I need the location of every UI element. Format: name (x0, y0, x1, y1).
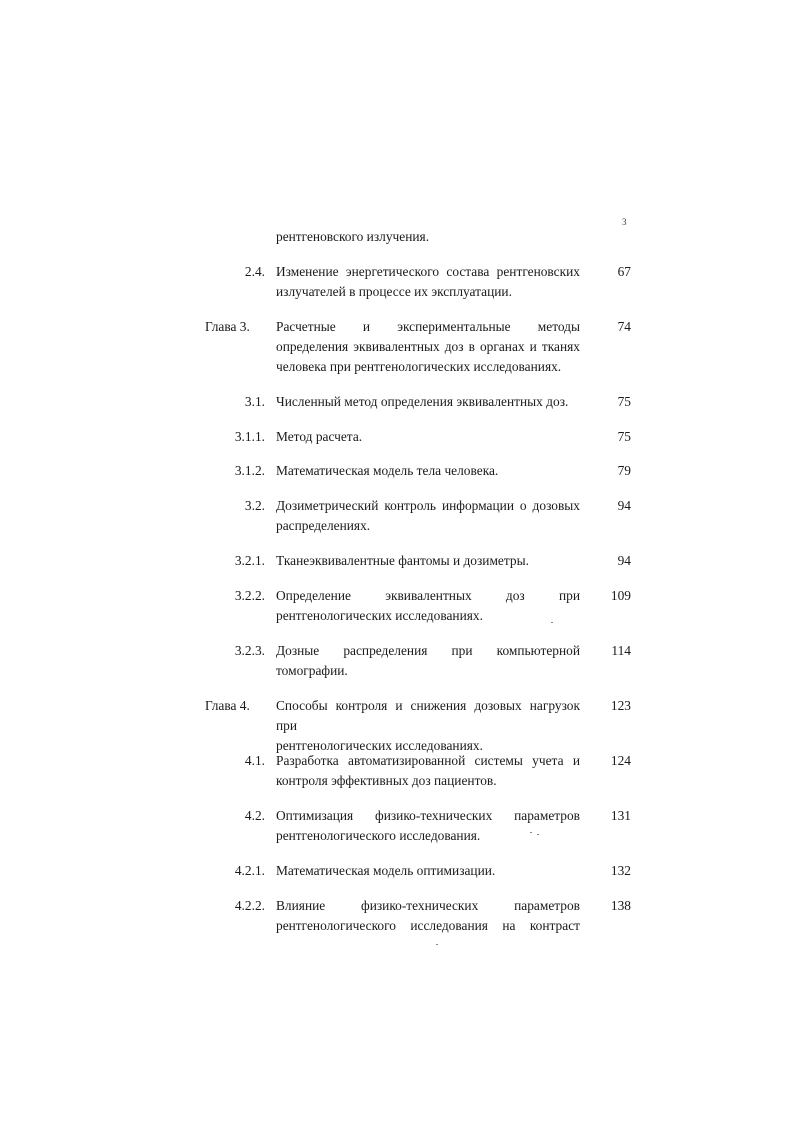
toc-entry-line: Математическая модель оптимизации. (276, 863, 496, 878)
toc-entry-line: Расчетные и экспериментальные методы (276, 319, 580, 334)
toc-entry-line: контроля эффективных доз пациентов. (276, 773, 497, 788)
toc-entry-line: рентгенологического исследования. (276, 828, 481, 843)
toc-entry-number: 4.2.1. (234, 863, 265, 878)
toc-entry-number: 3.2.2. (234, 588, 265, 603)
page-number: 3 (622, 217, 627, 227)
toc-entry-page: 75 (617, 394, 631, 409)
toc-entry-title (276, 696, 580, 756)
toc-entry-line: Изменение энергетического состава рентгеновских (276, 264, 580, 279)
toc-entry-number: 3.2.1. (234, 553, 265, 568)
toc-entry-line: Способы контроля и снижения дозовых нагрузок при (276, 698, 580, 733)
toc-entry-number: 3.1. (244, 394, 265, 409)
toc-entry-title (276, 551, 580, 571)
toc-entry-line: Определение эквивалентных доз при (276, 588, 580, 603)
toc-entry-page: 94 (617, 553, 631, 568)
toc-entry-number: 3.2. (244, 498, 265, 513)
toc-chapter-number: Глава 4. (205, 698, 250, 713)
scan-speck (551, 622, 553, 623)
toc-entry-number: 4.2. (244, 808, 265, 823)
toc-entry-title (276, 806, 580, 846)
toc-entry-line: Влияние физико-технических параметров (276, 898, 580, 913)
toc-entry-number: 2.4. (244, 264, 265, 279)
toc-entry-number: 4.1. (244, 753, 265, 768)
toc-entry-line: рентгенологических исследованиях. (276, 608, 483, 623)
toc-entry-line: Оптимизация физико-технических параметров (276, 808, 580, 823)
toc-entry-title (276, 641, 580, 681)
toc-entry-title (276, 496, 580, 536)
toc-entry-title (276, 392, 580, 412)
toc-entry-line: Метод расчета. (276, 429, 363, 444)
toc-entry-title (276, 751, 580, 791)
toc-entry-page: 75 (617, 429, 631, 444)
scan-speck (530, 832, 532, 833)
toc-entry-title (276, 861, 580, 881)
toc-entry-page: 67 (617, 264, 631, 279)
toc-entry-title (276, 227, 580, 247)
toc-entry-line: Численный метод определения эквивалентных доз. (276, 394, 569, 409)
toc-entry-title (276, 262, 580, 302)
scan-speck (436, 944, 438, 945)
toc-entry-line: томографии. (276, 663, 348, 678)
toc-entry-line: рентгеновского излучения. (276, 229, 430, 244)
toc-entry-page: 79 (617, 463, 631, 478)
toc-entry-line: Математическая модель тела человека. (276, 463, 499, 478)
toc-entry-line: распределениях. (276, 518, 371, 533)
toc-entry-line: Разработка автоматизированной системы учета и (276, 753, 580, 768)
toc-entry-line: рентгенологического исследования на контраст (276, 918, 580, 933)
toc-entry-title (276, 461, 580, 481)
toc-entry-number: 3.1.1. (234, 429, 265, 444)
toc-entry-page: 94 (617, 498, 631, 513)
toc-entry-number: 3.1.2. (234, 463, 265, 478)
toc-entry-title (276, 586, 580, 626)
toc-entry-title (276, 427, 580, 447)
toc-entry-page: 132 (610, 863, 631, 878)
toc-entry-page: 124 (610, 753, 631, 768)
toc-entry-number: 4.2.2. (234, 898, 265, 913)
toc-entry-page: 138 (610, 898, 631, 913)
toc-entry-page: 123 (610, 698, 631, 713)
toc-entry-line: излучателей в процессе их эксплуатации. (276, 284, 512, 299)
toc-chapter-number: Глава 3. (205, 319, 250, 334)
toc-entry-number: 3.2.3. (234, 643, 265, 658)
toc-entry-title (276, 896, 580, 936)
toc-entry-line: Дозные распределения при компьютерной (276, 643, 580, 658)
toc-entry-line: человека при рентгенологических исследованиях. (276, 359, 562, 374)
toc-entry-line: рентгенологических исследованиях. (276, 738, 483, 753)
toc-entry-line: Дозиметрический контроль информации о дозовых (276, 498, 580, 513)
toc-entry-title (276, 317, 580, 377)
toc-entry-page: 114 (611, 643, 631, 658)
scan-speck (537, 834, 539, 835)
toc-entry-page: 109 (610, 588, 631, 603)
toc-entry-page: 131 (610, 808, 631, 823)
toc-entry-line: определения эквивалентных доз в органах и тканях (276, 339, 580, 354)
toc-entry-line: Тканеэквивалентные фантомы и дозиметры. (276, 553, 529, 568)
toc-entry-page: 74 (617, 319, 631, 334)
